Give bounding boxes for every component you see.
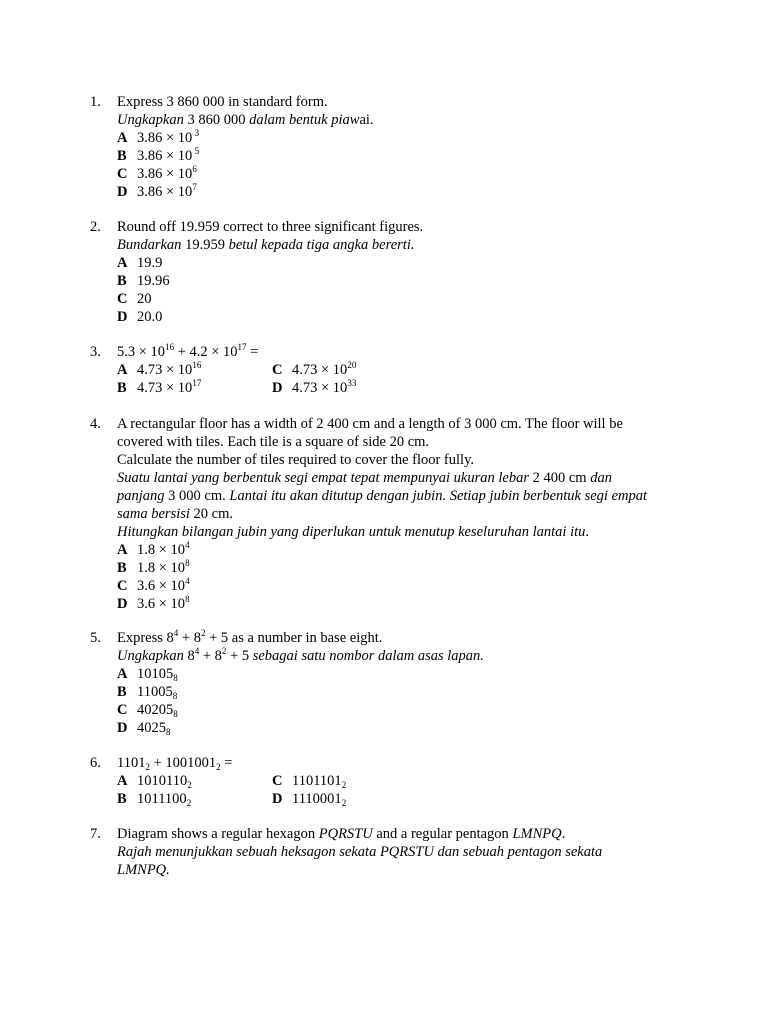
option-b: B 19.96 [117,273,170,289]
option-a: A 19.9 [117,255,163,271]
question-stem-malay: Ungkapkan 3 860 000 dalam bentuk piawai. [117,112,374,128]
question-stem-malay: Ungkapkan $8^4 + 8^2 + 5$ sebagai satu nombor dalam asas lapan. [117,646,484,664]
question-stem-malay-line: panjang 3 000 cm. Lantai itu akan ditutup dengan jubin. Setiap jubin berbentuk segi empat [117,488,648,504]
option-c: C $40205_8$ [117,702,178,719]
option-d: D $3.86 \times 10^7$ [117,182,197,200]
option-a: A $1010110_2$ [117,773,192,790]
option-c: C $3.86 \times 10^6$ [117,164,197,182]
option-d: D $4.73 \times 10^{33}$ [272,378,357,396]
question-stem: $1101_2 + 1001001_2$ = [117,755,233,772]
question-stem-line: covered with tiles. Each tile is a square of side 20 cm. [117,434,430,450]
question-stem-malay-line: Hitungkan bilangan jubin yang diperlukan untuk menutup keseluruhan lantai itu. [117,524,590,540]
option-d: D $1110001_2$ [272,791,347,808]
question-stem: Round off 19.959 correct to three significant figures. [117,219,424,235]
option-a: A $4.73 \times 10^{16}$ [117,360,202,378]
question-stem-line: A rectangular floor has a width of 2 400 cm and a length of 3 000 cm. The floor will be [117,416,623,432]
question-stem-malay-line: sama bersisi 20 cm. [117,506,234,522]
option-d: D $3.6 \times 10^8$ [117,594,190,612]
question-number: 6. [90,755,101,771]
option-c: C $4.73 \times 10^{20}$ [272,360,357,378]
question-stem-line: Calculate the number of tiles required to cover the floor fully. [117,452,475,468]
option-d: D 20.0 [117,309,163,325]
option-b: B $1011100_2$ [117,791,192,808]
question-number: 5. [90,630,101,646]
question-number: 4. [90,416,101,432]
option-d: D $4025_8$ [117,720,171,737]
option-b: B 3.86 × 10 $^5$ [117,146,200,164]
question-stem: Diagram shows a regular hexagon PQRSTU and a regular pentagon LMNPQ. [117,826,566,842]
question-stem-malay-line: Rajah menunjukkan sebuah heksagon sekata PQRSTU dan sebuah pentagon sekata [117,844,603,860]
question-stem: $5.3 \times 10^{16} + 4.2 \times 10^{17}$ = [117,342,259,360]
option-a: A $10105_8$ [117,666,178,683]
question-number: 3. [90,344,101,360]
question-stem-malay-line: Suatu lantai yang berbentuk segi empat tepat mempunyai ukuran lebar 2 400 cm dan [117,470,612,486]
option-a: A $1.8 \times 10^4$ [117,540,190,558]
question-stem: Express 3 860 000 in standard form. [117,94,328,110]
question-number: 2. [90,219,101,235]
question-stem: Express $8^4 + 8^2 + 5$ as a number in base eight. [117,628,383,646]
option-c: C $1101101_2$ [272,773,347,790]
question-number: 1. [90,94,101,110]
option-a: A 3.86 × 10 $^3$ [117,128,200,146]
option-b: B $11005_8$ [117,684,178,701]
question-stem-malay: Bundarkan 19.959 betul kepada tiga angka bererti. [117,237,415,253]
option-c: C $3.6 \times 10^4$ [117,576,190,594]
option-c: C 20 [117,291,152,307]
option-b: B $4.73 \times 10^{17}$ [117,378,202,396]
question-number: 7. [90,826,101,842]
question-stem-malay-line: LMNPQ. [117,862,170,878]
option-b: B $1.8 \times 10^8$ [117,558,190,576]
